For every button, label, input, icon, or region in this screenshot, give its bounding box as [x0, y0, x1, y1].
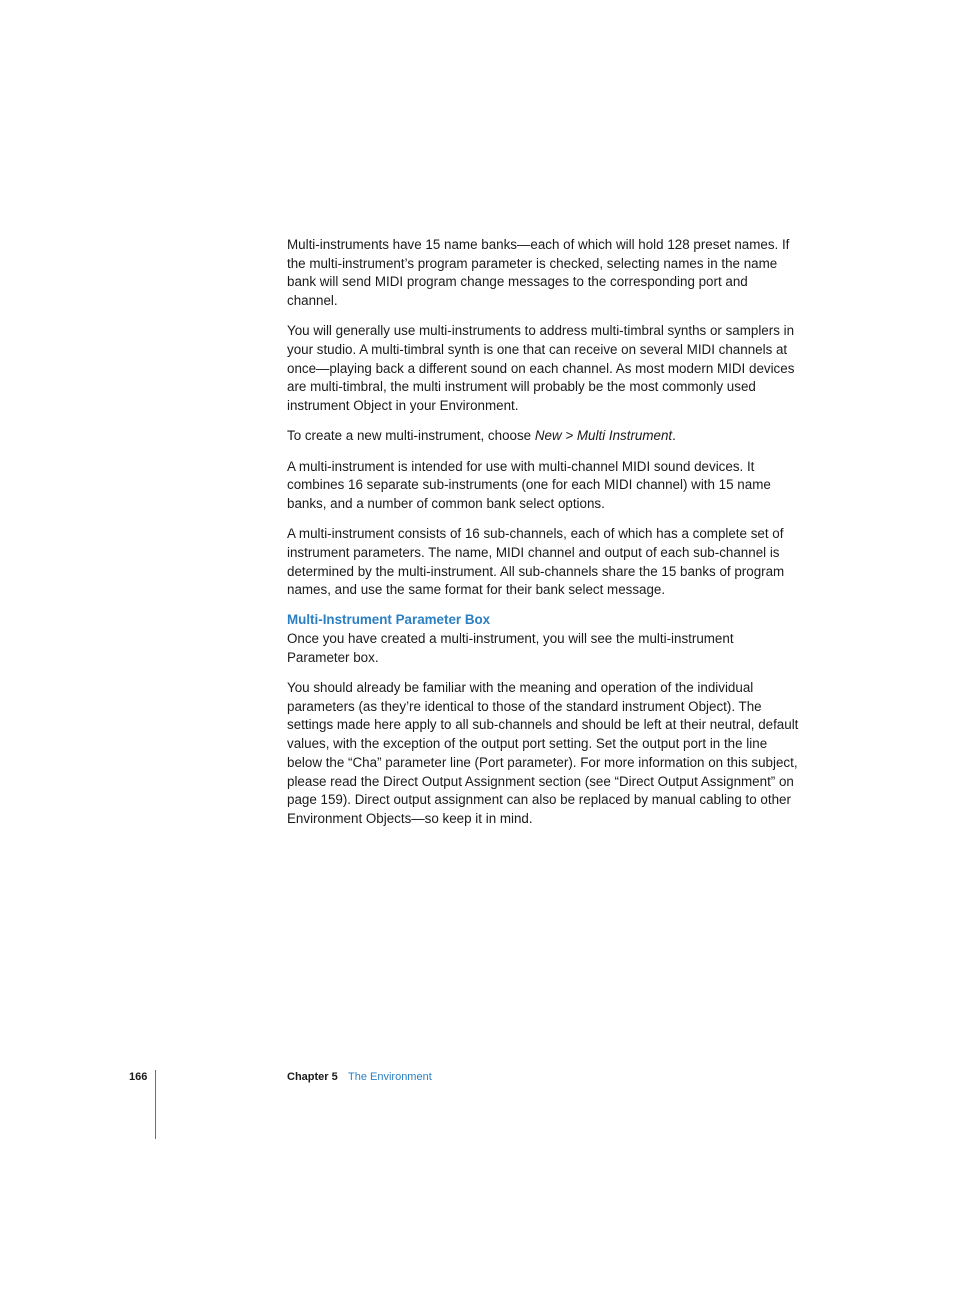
chapter-title: The Environment: [348, 1071, 432, 1083]
page-body: [287, 236, 799, 840]
paragraph-sub-channels: A multi-instrument consists of 16 sub-channels, each of which has a complete set of instrument parameters. The name, MIDI channel and output of each sub-channel is determined by the multi-instrument. All sub-channels share the 15 banks of program names, and use the same format for their bank select message.: [287, 526, 785, 598]
menu-path: New > Multi Instrument: [534, 428, 673, 444]
paragraph-intended-use: A multi-instrument is intended for use with multi-channel MIDI sound devices. It combines 16 separate sub-instruments (one for each MIDI channel) with 15 name banks, and a number of common bank select options.: [287, 458, 771, 511]
page-number: 166: [129, 1071, 148, 1083]
chapter-label: Chapter 5: [287, 1071, 338, 1083]
create-instruction-suffix: .: [672, 428, 676, 444]
paragraph-create-instruction: [287, 427, 799, 446]
paragraph-parameter-box: Once you have created a multi-instrument, you will see the multi-instrument Parameter box.: [287, 631, 734, 665]
paragraph-multi-timbral: You will generally use multi-instruments to address multi-timbral synths or samplers in your studio. A multi-timbral synth is one that can receive on several MIDI channels at once—playing back a different sound on each channel. As most modern MIDI devices are multi-timbral, the multi instrument will probably be the most commonly used instrument Object in your Environment.: [287, 323, 795, 414]
paragraph-parameters-detail: You should already be familiar with the meaning and operation of the individual parameters (as they’re identical to those of the standard instrument Object). The settings made here apply to all sub-channels and should be left at their neutral, default values, with the exception of the output port setting. Set the output port in the line below the “Cha” parameter line (Port parameter). For more information on this subject, please read the Direct Output Assignment section (see “Direct Output Assignment” on page 159). Direct output assignment can also be replaced by manual cabling to other Environment Objects—so keep it in mind.: [287, 680, 799, 826]
create-instruction-prefix: To create a new multi-instrument, choose: [287, 428, 535, 444]
section-heading: Multi-Instrument Parameter Box: [287, 612, 491, 628]
footer-divider: [155, 1070, 156, 1139]
paragraph-name-banks: Multi-instruments have 15 name banks—each of which will hold 128 preset names. If the multi-instrument’s program parameter is checked, selecting names in the name bank will send MIDI program change messages to the corresponding port and channel.: [287, 237, 790, 309]
